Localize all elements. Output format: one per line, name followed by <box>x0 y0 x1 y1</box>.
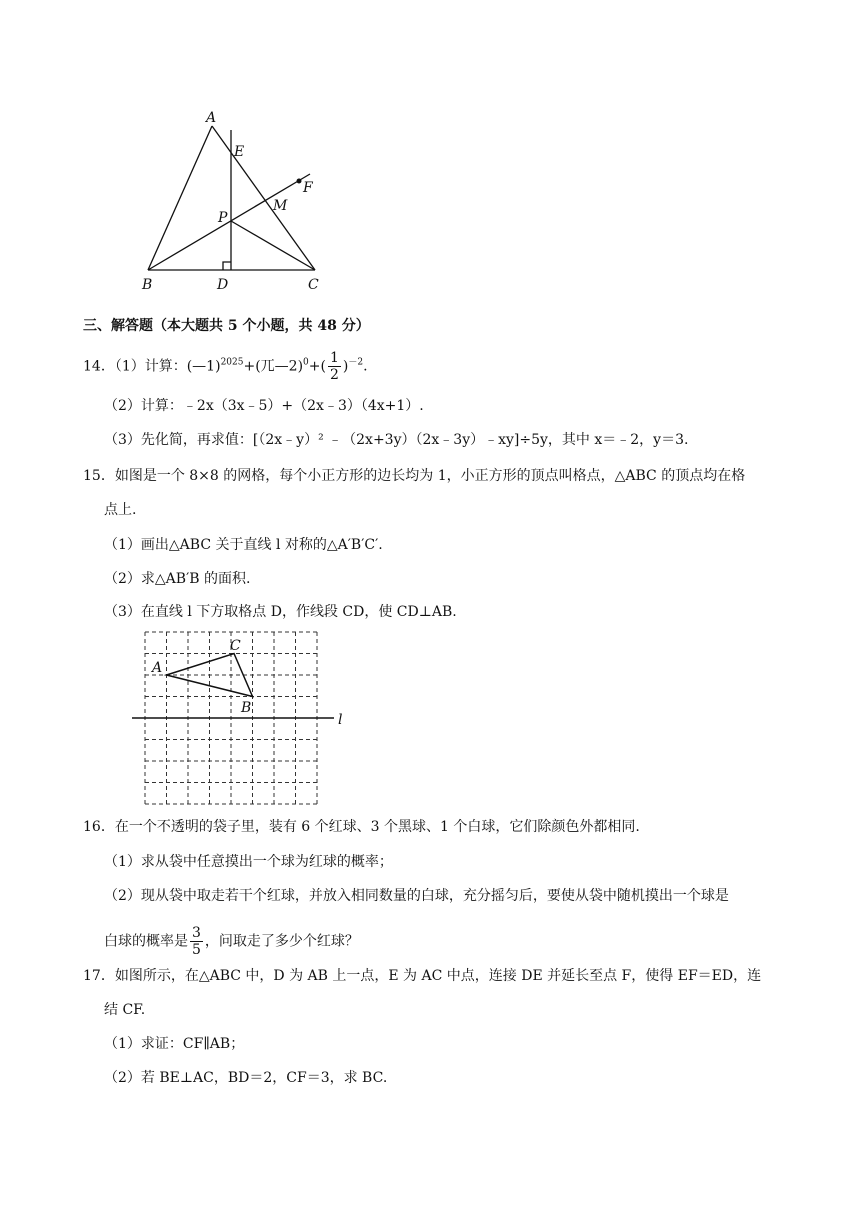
label-p: P <box>218 210 228 226</box>
q17-part1: （1）求证：CF∥AB； <box>104 1036 245 1052</box>
q16-part2: （2）现从袋中取走若干个红球，并放入相同数量的白球，充分摇匀后，要使从袋中随机摸出一个球是 <box>104 888 729 904</box>
q16-p2b-suffix: ，问取走了多少个红球？ <box>204 933 359 950</box>
label-d: D <box>217 277 229 293</box>
segment-pc <box>231 221 315 270</box>
q16-fraction <box>190 925 203 958</box>
q15-line1: 15．如图是一个 8×8 的网格，每个小正方形的边长均为 1，小正方形的顶点叫格点，△ABC 的顶点均在格 <box>83 468 746 484</box>
q15-part1: （1）画出△ABC 关于直线 l 对称的△A′B′C′. <box>104 537 383 553</box>
q14-p1-exp3: －2 <box>348 357 364 368</box>
grid-label-a: A <box>152 660 163 676</box>
q14-p1-exp2: 0 <box>303 357 309 368</box>
q14-frac-den: 2 <box>329 367 339 383</box>
triangle-figure <box>130 108 330 308</box>
q17-line1: 17．如图所示，在△ABC 中，D 为 AB 上一点，E 为 AC 中点，连接 DE 并延长至点 F，使得 EF＝ED，连 <box>83 968 762 984</box>
q14-p1-plus: +( <box>308 358 326 375</box>
right-angle-mark <box>223 262 231 270</box>
grid-label-l: l <box>338 712 343 728</box>
q14-p1-mid: +(兀—2) <box>243 358 304 375</box>
q16-frac-num: 3 <box>192 925 201 941</box>
grid-label-b: B <box>241 700 252 716</box>
q14-fraction <box>328 350 341 383</box>
q16-part2-cont <box>104 925 359 958</box>
q16-line1: 16．在一个不透明的袋子里，装有 6 个红球、3 个黑球、1 个白球，它们除颜色外都相同. <box>83 819 640 835</box>
label-f: F <box>303 180 313 196</box>
q14-p1-prefix: 14．（1）计算：(—1) <box>83 358 221 375</box>
grid-figure <box>128 628 368 808</box>
q15-part2: （2）求△AB′B 的面积. <box>104 571 251 587</box>
q14-part3: （3）先化简，再求值：[（2x﹣y）² ﹣（2x+3y）（2x﹣3y）﹣xy]÷5y，其中 x＝﹣2，y＝3. <box>104 432 689 448</box>
q16-frac-den: 5 <box>192 942 201 958</box>
ray-bf <box>148 174 310 270</box>
q17-line2: 结 CF. <box>104 1002 146 1018</box>
label-a: A <box>206 110 217 126</box>
segment-ab <box>148 126 212 270</box>
label-e: E <box>234 144 245 160</box>
grid-label-c: C <box>230 638 241 654</box>
q14-part1 <box>83 350 368 383</box>
q14-p1-exp1: 2025 <box>220 357 244 368</box>
label-b: B <box>142 277 153 293</box>
q14-p1-end: . <box>363 358 368 375</box>
q15-line2: 点上. <box>104 502 137 518</box>
q14-part2: （2）计算：﹣2x（3x﹣5）+（2x﹣3）（4x+1）. <box>104 398 424 414</box>
section-heading: 三、解答题（本大题共 5 个小题，共 48 分） <box>83 318 370 334</box>
q17-part2: （2）若 BE⊥AC，BD＝2，CF＝3，求 BC. <box>104 1070 388 1086</box>
q14-frac-num: 1 <box>329 350 339 366</box>
label-m: M <box>273 198 288 214</box>
q14-p1-close: ) <box>342 358 349 375</box>
q15-part3: （3）在直线 l 下方取格点 D，作线段 CD，使 CD⊥AB. <box>104 604 457 620</box>
point-f <box>297 179 302 184</box>
label-c: C <box>308 277 319 293</box>
q16-p2b-prefix: 白球的概率是 <box>104 933 188 950</box>
q16-part1: （1）求从袋中任意摸出一个球为红球的概率； <box>104 854 393 870</box>
segment-ac <box>212 126 315 270</box>
